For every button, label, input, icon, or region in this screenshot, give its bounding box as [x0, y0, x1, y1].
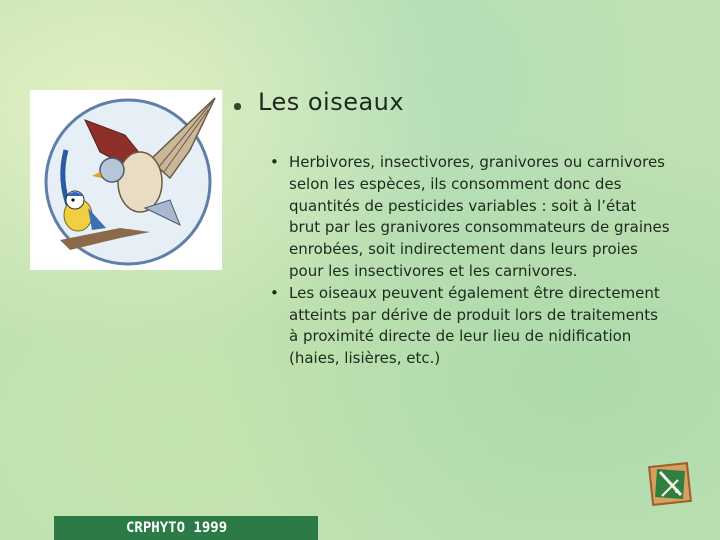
bullet-text: Les oiseaux peuvent également être directement atteints par dérive de produit lors de traitements à proximité directe de leur lieu de nidification (haies, lisières, etc.): [289, 283, 660, 368]
list-item: [270, 283, 670, 370]
list-item: [270, 152, 670, 283]
title-bullet-icon: [234, 103, 241, 110]
footer-bar: [54, 516, 318, 540]
next-slide-arrow-icon: [648, 462, 692, 506]
footer-label: CRPHYTO 1999: [126, 520, 228, 536]
bullet-dot-icon: •: [270, 153, 279, 171]
bullet-dot-icon: •: [270, 283, 279, 302]
bullet-list: [270, 152, 670, 370]
slide-title: Les oiseaux: [258, 88, 405, 116]
next-slide-button[interactable]: [648, 462, 692, 506]
bird-illustration: [30, 90, 222, 270]
bullet-text: Herbivores, insectivores, granivores ou carnivores selon les espèces, ils consomment donc des quantités de pesticides variables : soit à l’état brut par les granivores consommateurs de graines enrobées, soit indirectement dans leurs proies pour les insectivores et les carnivores.: [289, 153, 670, 280]
